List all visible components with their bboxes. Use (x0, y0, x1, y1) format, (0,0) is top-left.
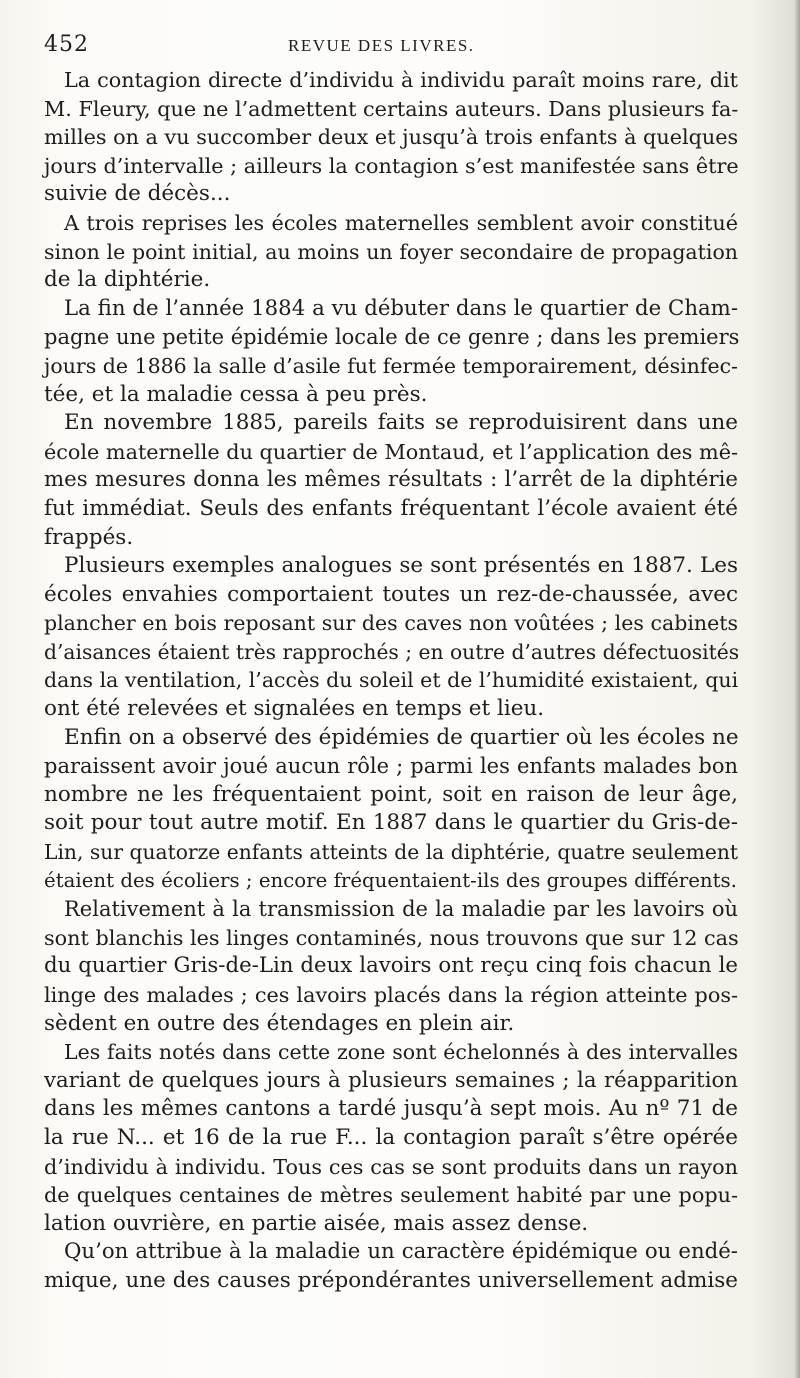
text-line: sinon le point initial, au moins un foyer secondaire de propagation (44, 239, 738, 264)
text-line: d’individu à individu. Tous ces cas se sont produits dans un rayon (44, 1154, 738, 1179)
text-line: A trois reprises les écoles maternelles semblent avoir constitué (64, 210, 738, 235)
text-line: sont blanchis les linges contaminés, nous trouvons que sur 12 cas (44, 925, 739, 950)
text-line: d’aisances étaient très rapprochés ; en outre d’autres défectuosités (44, 639, 740, 664)
text-line: suivie de décès... (44, 181, 231, 207)
text-line: M. Fleury, que ne l’admettent certains auteurs. Dans plusieurs fa- (44, 96, 739, 121)
text-line: linge des malades ; ces lavoirs placés dans la région atteinte pos- (44, 983, 738, 1007)
text-line: milles on a vu succomber deux et jusqu’à trois enfants à quelques (44, 125, 739, 150)
text-line: du quartier Gris-de-Lin deux lavoirs ont reçu cinq fois chacun le (44, 953, 738, 979)
text-line: jours d’intervalle ; ailleurs la contagion s’est manifestée sans être (44, 153, 739, 178)
text-line: dans les mêmes cantons a tardé jusqu’à sept mois. Au nº 71 de (44, 1096, 738, 1122)
text-line: Relativement à la transmission de la maladie par les lavoirs où (64, 897, 738, 922)
text-line: ont été relevées et signalées en temps et lieu. (44, 696, 545, 722)
text-line: variant de quelques jours à plusieurs semaines ; la réapparition (44, 1067, 738, 1093)
body-text (44, 66, 738, 1296)
text-line: de la diphtérie. (44, 267, 211, 293)
text-line: Qu’on attribue à la maladie un caractère épidémique ou endé- (64, 1239, 738, 1265)
page-edge-shadow (794, 0, 800, 1378)
text-line: la rue N... et 16 de la rue F... la contagion paraît s’être opérée (44, 1124, 738, 1150)
text-line: La contagion directe d’individu à individu paraît moins rare, dit (64, 68, 738, 92)
text-line: pagne une petite épidémie locale de ce genre ; dans les premiers (44, 325, 740, 350)
text-line: nombre ne les fréquentaient point, soit en raison de leur âge, (44, 781, 738, 807)
text-line: jours de 1886 la salle d’asile fut fermée temporairement, désinfec- (44, 353, 738, 378)
text-line: de quelques centaines de mètres seulement habité par une popu- (44, 1183, 738, 1208)
page-header (44, 32, 739, 62)
text-line: paraissent avoir joué aucun rôle ; parmi les enfants malades bon (44, 754, 738, 779)
text-line: En novembre 1885, pareils faits se reproduisirent dans une (64, 410, 738, 436)
text-line: mes mesures donna les mêmes résultats : l’arrêt de la diphtérie (44, 467, 738, 493)
text-line: Lin, sur quatorze enfants atteints de la diphtérie, quatre seulement (44, 840, 738, 865)
text-line: lation ouvrière, en partie aisée, mais assez dense. (44, 1210, 589, 1236)
text-line: frappés. (44, 524, 134, 550)
text-line: écoles envahies comportaient toutes un rez-de-chaussée, avec (44, 581, 738, 607)
text-line: Les faits notés dans cette zone sont échelonnés à des intervalles (64, 1040, 738, 1065)
text-line: étaient des écoliers ; encore fréquentaient-ils des groupes différents. (44, 868, 737, 892)
text-line: dans la ventilation, l’accès du soleil et de l’humidité existaient, qui (44, 668, 739, 693)
text-line: Enfin on a observé des épidémies de quartier où les écoles ne (64, 724, 739, 750)
text-line: sèdent en outre des étendages en plein air. (44, 1010, 515, 1036)
text-line: école maternelle du quartier de Montaud, et l’application des mê- (44, 439, 738, 464)
text-line: fut immédiat. Seuls des enfants fréquentant l’école avaient été (44, 495, 738, 521)
text-line: plancher en bois reposant sur des caves non voûtées ; les cabinets (44, 611, 738, 636)
text-line: mique, une des causes prépondérantes universellement admise (44, 1267, 738, 1293)
running-title: REVUE DES LIVRES. (288, 36, 475, 55)
page-number: 452 (44, 32, 89, 57)
text-line: soit pour tout autre motif. En 1887 dans le quartier du Gris-de- (44, 810, 738, 836)
text-line: La fin de l’année 1884 a vu débuter dans le quartier de Cham- (64, 295, 738, 321)
text-line: tée, et la maladie cessa à peu près. (44, 381, 428, 407)
text-line: Plusieurs exemples analogues se sont présentés en 1887. Les (64, 553, 738, 579)
